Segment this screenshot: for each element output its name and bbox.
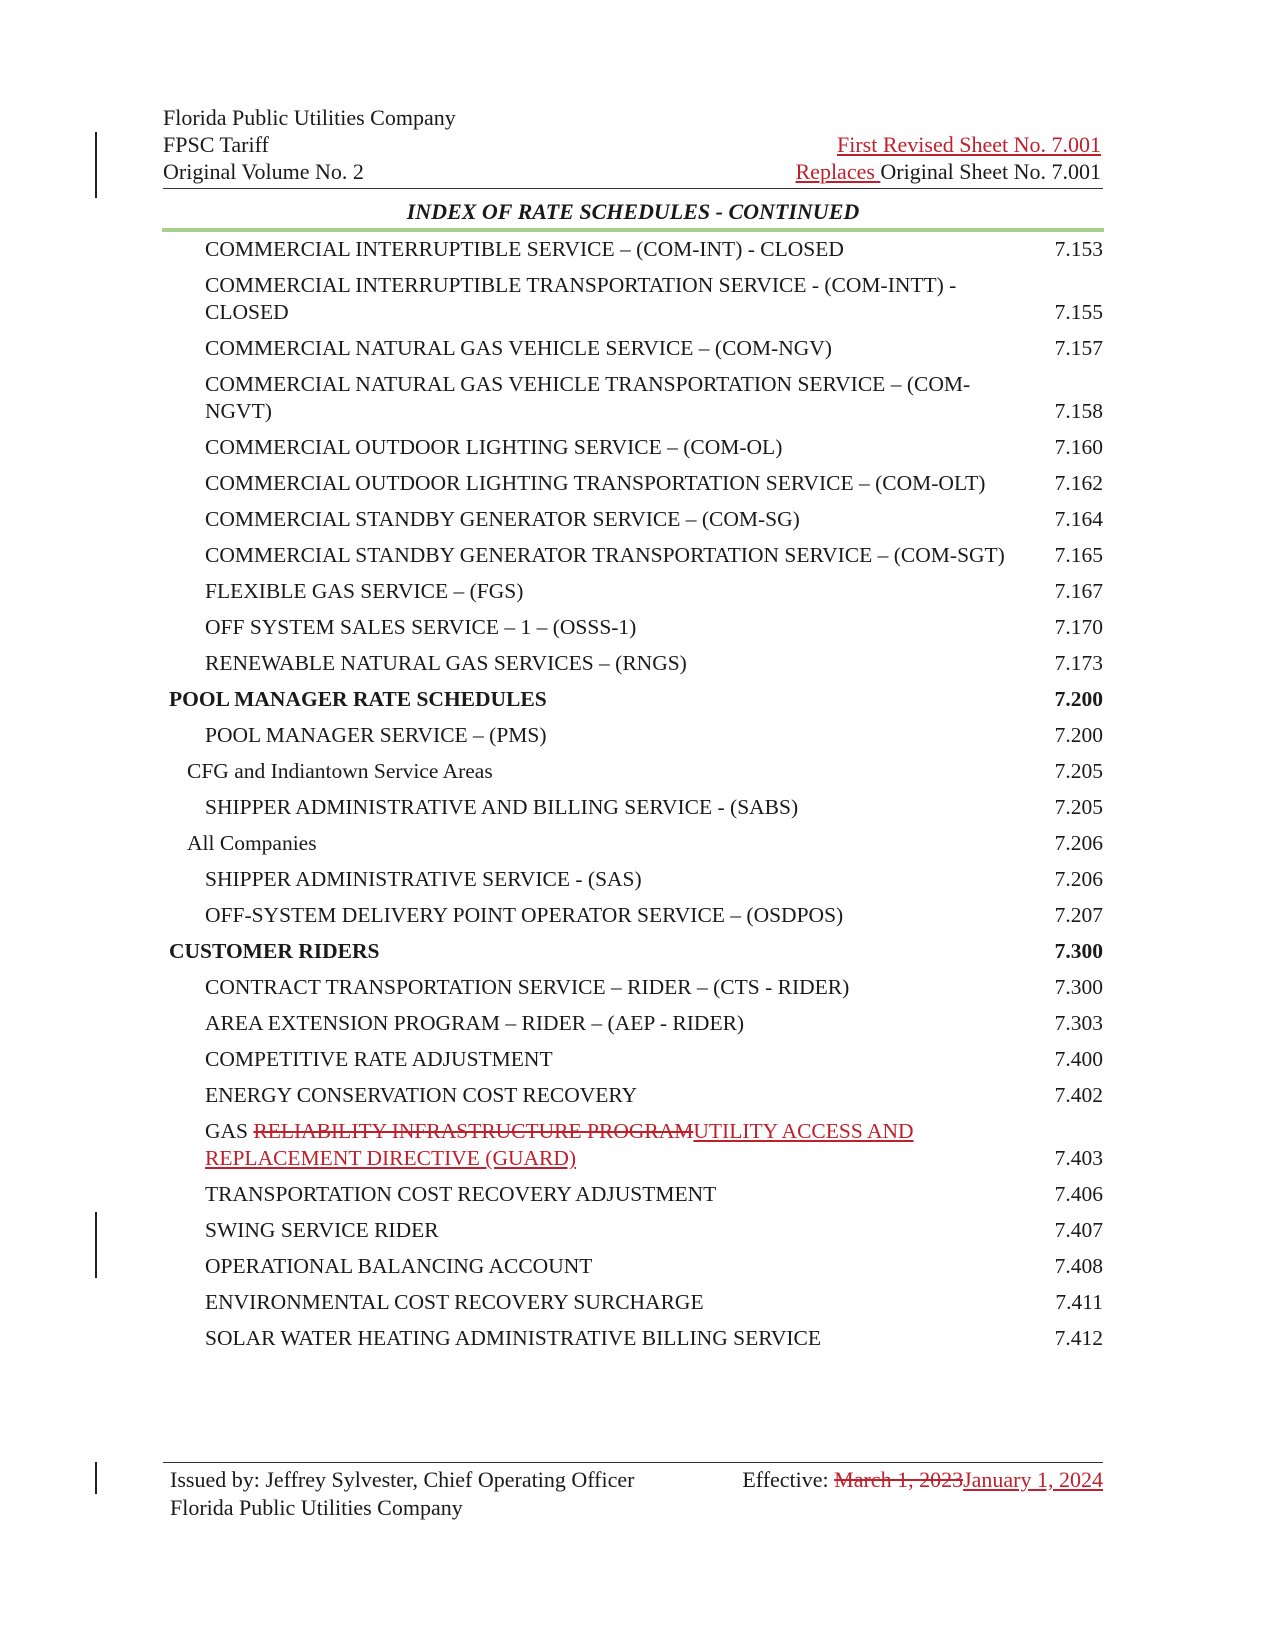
entry-sheet-number: 7.173 <box>1054 651 1103 675</box>
section-label: CUSTOMER RIDERS <box>169 939 380 963</box>
footer-company: Florida Public Utilities Company <box>170 1495 463 1520</box>
volume-label: Original Volume No. 2 <box>163 159 364 184</box>
entry-label: ENVIRONMENTAL COST RECOVERY SURCHARGE <box>205 1290 704 1314</box>
entry-label: FLEXIBLE GAS SERVICE – (FGS) <box>205 579 524 603</box>
entry-label: SWING SERVICE RIDER <box>205 1218 439 1242</box>
index-entry <box>163 790 1103 826</box>
entry-sheet-number: 7.300 <box>1054 975 1103 999</box>
entry-label: COMMERCIAL INTERRUPTIBLE TRANSPORTATION SERVICE - (COM-INTT) - CLOSED <box>205 273 957 324</box>
index-entry <box>163 1285 1103 1321</box>
section-label: POOL MANAGER RATE SCHEDULES <box>169 687 547 711</box>
entry-label: SHIPPER ADMINISTRATIVE SERVICE - (SAS) <box>205 867 642 891</box>
index-entry <box>163 1177 1103 1213</box>
subsection-label: CFG and Indiantown Service Areas <box>187 759 493 783</box>
entry-sheet-number: 7.406 <box>1054 1182 1103 1206</box>
entry-sheet-number: 7.207 <box>1054 903 1103 927</box>
entry-sheet-number: 7.164 <box>1054 507 1103 531</box>
entry-sheet-number: 7.411 <box>1055 1290 1103 1314</box>
original-sheet-number: Original Sheet No. 7.001 <box>880 159 1101 184</box>
entry-sheet-number: 7.200 <box>1054 723 1103 747</box>
effective-label: Effective: <box>742 1467 835 1492</box>
entry-label: COMPETITIVE RATE ADJUSTMENT <box>205 1047 553 1071</box>
inserted-date: January 1, 2024 <box>963 1467 1103 1492</box>
company-name: Florida Public Utilities Company <box>163 105 456 130</box>
entry-label: ENERGY CONSERVATION COST RECOVERY <box>205 1083 638 1107</box>
entry-label: OPERATIONAL BALANCING ACCOUNT <box>205 1254 593 1278</box>
entry-sheet-number: 7.303 <box>1054 1011 1103 1035</box>
index-entry <box>163 1249 1103 1285</box>
entry-sheet-number: 7.170 <box>1054 615 1103 639</box>
entry-sheet-number: 7.206 <box>1054 867 1103 891</box>
entry-sheet-number: 7.403 <box>1054 1146 1103 1170</box>
index-entry <box>163 466 1103 502</box>
entry-label: OFF-SYSTEM DELIVERY POINT OPERATOR SERVICE – (OSDPOS) <box>205 903 844 927</box>
entry-label: AREA EXTENSION PROGRAM – RIDER – (AEP - RIDER) <box>205 1011 745 1035</box>
index-entry <box>163 538 1103 574</box>
sheet-footer <box>170 1466 1103 1522</box>
index-entry <box>163 331 1103 367</box>
replaces-line <box>796 158 1102 185</box>
entry-sheet-number: 7.160 <box>1054 435 1103 459</box>
entry-label: POOL MANAGER SERVICE – (PMS) <box>205 723 547 747</box>
rate-schedule-index <box>163 232 1103 1357</box>
index-entry <box>163 367 1103 430</box>
effective-date <box>742 1466 1103 1494</box>
revision-bar <box>95 132 97 198</box>
index-entry <box>163 610 1103 646</box>
index-entry <box>163 1078 1103 1114</box>
index-entry <box>163 574 1103 610</box>
section-heading <box>163 682 1103 718</box>
entry-sheet-number: 7.402 <box>1054 1083 1103 1107</box>
entry-sheet-number: 7.158 <box>1054 399 1103 423</box>
entry-sheet-number: 7.205 <box>1054 759 1103 783</box>
footer-divider <box>163 1462 1103 1463</box>
entry-sheet-number: 7.412 <box>1054 1326 1103 1350</box>
deleted-text: RELIABILITY INFRASTRUCTURE PROGRAM <box>253 1119 694 1143</box>
subsection-heading <box>163 754 1103 790</box>
revision-bar <box>95 1462 97 1494</box>
entry-sheet-number: 7.400 <box>1054 1047 1103 1071</box>
section-sheet-number: 7.300 <box>1054 939 1103 963</box>
index-entry <box>163 646 1103 682</box>
entry-label: TRANSPORTATION COST RECOVERY ADJUSTMENT <box>205 1182 717 1206</box>
entry-label: COMMERCIAL STANDBY GENERATOR TRANSPORTATION SERVICE – (COM-SGT) <box>205 543 1005 567</box>
entry-sheet-number: 7.407 <box>1054 1218 1103 1242</box>
entry-label <box>163 1118 1103 1172</box>
entry-sheet-number: 7.153 <box>1054 237 1103 261</box>
entry-label: COMMERCIAL STANDBY GENERATOR SERVICE – (COM-SG) <box>205 507 800 531</box>
entry-label: COMMERCIAL NATURAL GAS VEHICLE TRANSPORTATION SERVICE – (COM-NGVT) <box>205 372 971 423</box>
section-heading <box>163 934 1103 970</box>
entry-label: COMMERCIAL OUTDOOR LIGHTING TRANSPORTATION SERVICE – (COM-OLT) <box>205 471 986 495</box>
sheet-header <box>163 104 1101 185</box>
index-entry <box>163 1321 1103 1357</box>
label-prefix: GAS <box>205 1119 254 1143</box>
subsection-heading <box>163 826 1103 862</box>
entry-sheet-number: 7.165 <box>1054 543 1103 567</box>
entry-sheet-number: 7.167 <box>1054 579 1103 603</box>
replaces-label: Replaces <box>795 159 881 184</box>
index-entry <box>163 1006 1103 1042</box>
entry-label: COMMERCIAL NATURAL GAS VEHICLE SERVICE – (COM-NGV) <box>205 336 832 360</box>
entry-sheet-number: 7.408 <box>1054 1254 1103 1278</box>
entry-label: COMMERCIAL INTERRUPTIBLE SERVICE – (COM-INT) - CLOSED <box>205 237 844 261</box>
index-entry <box>163 430 1103 466</box>
index-entry <box>163 232 1103 268</box>
index-entry <box>163 502 1103 538</box>
index-title: INDEX OF RATE SCHEDULES - CONTINUED <box>406 199 860 224</box>
entry-label: RENEWABLE NATURAL GAS SERVICES – (RNGS) <box>205 651 687 675</box>
index-entry <box>163 862 1103 898</box>
index-entry <box>163 970 1103 1006</box>
section-sheet-number: 7.200 <box>1054 687 1103 711</box>
entry-label: SOLAR WATER HEATING ADMINISTRATIVE BILLING SERVICE <box>205 1326 821 1350</box>
issued-by: Issued by: Jeffrey Sylvester, Chief Operating Officer <box>170 1467 635 1492</box>
index-entry <box>163 1213 1103 1249</box>
revision-bar <box>95 1212 97 1278</box>
index-entry-revised <box>163 1114 1103 1177</box>
entry-sheet-number: 7.205 <box>1054 795 1103 819</box>
index-entry <box>163 898 1103 934</box>
tariff-label: FPSC Tariff <box>163 132 269 157</box>
header-divider <box>163 188 1103 189</box>
entry-label: SHIPPER ADMINISTRATIVE AND BILLING SERVICE - (SABS) <box>205 795 799 819</box>
entry-sheet-number: 7.206 <box>1054 831 1103 855</box>
entry-label: COMMERCIAL OUTDOOR LIGHTING SERVICE – (COM-OL) <box>205 435 783 459</box>
index-entry <box>163 1042 1103 1078</box>
deleted-date: March 1, 2023 <box>834 1467 964 1492</box>
entry-sheet-number: 7.157 <box>1054 336 1103 360</box>
entry-label: OFF SYSTEM SALES SERVICE – 1 – (OSSS-1) <box>205 615 637 639</box>
index-entry <box>163 268 1103 331</box>
index-entry <box>163 718 1103 754</box>
revised-sheet-number: First Revised Sheet No. 7.001 <box>837 132 1101 157</box>
entry-sheet-number: 7.155 <box>1054 300 1103 324</box>
inserted-text: UTILITY ACCESS AND REPLACEMENT DIRECTIVE (GUARD) <box>205 1119 914 1170</box>
subsection-label: All Companies <box>187 831 317 855</box>
entry-sheet-number: 7.162 <box>1054 471 1103 495</box>
entry-label: CONTRACT TRANSPORTATION SERVICE – RIDER – (CTS - RIDER) <box>205 975 850 999</box>
